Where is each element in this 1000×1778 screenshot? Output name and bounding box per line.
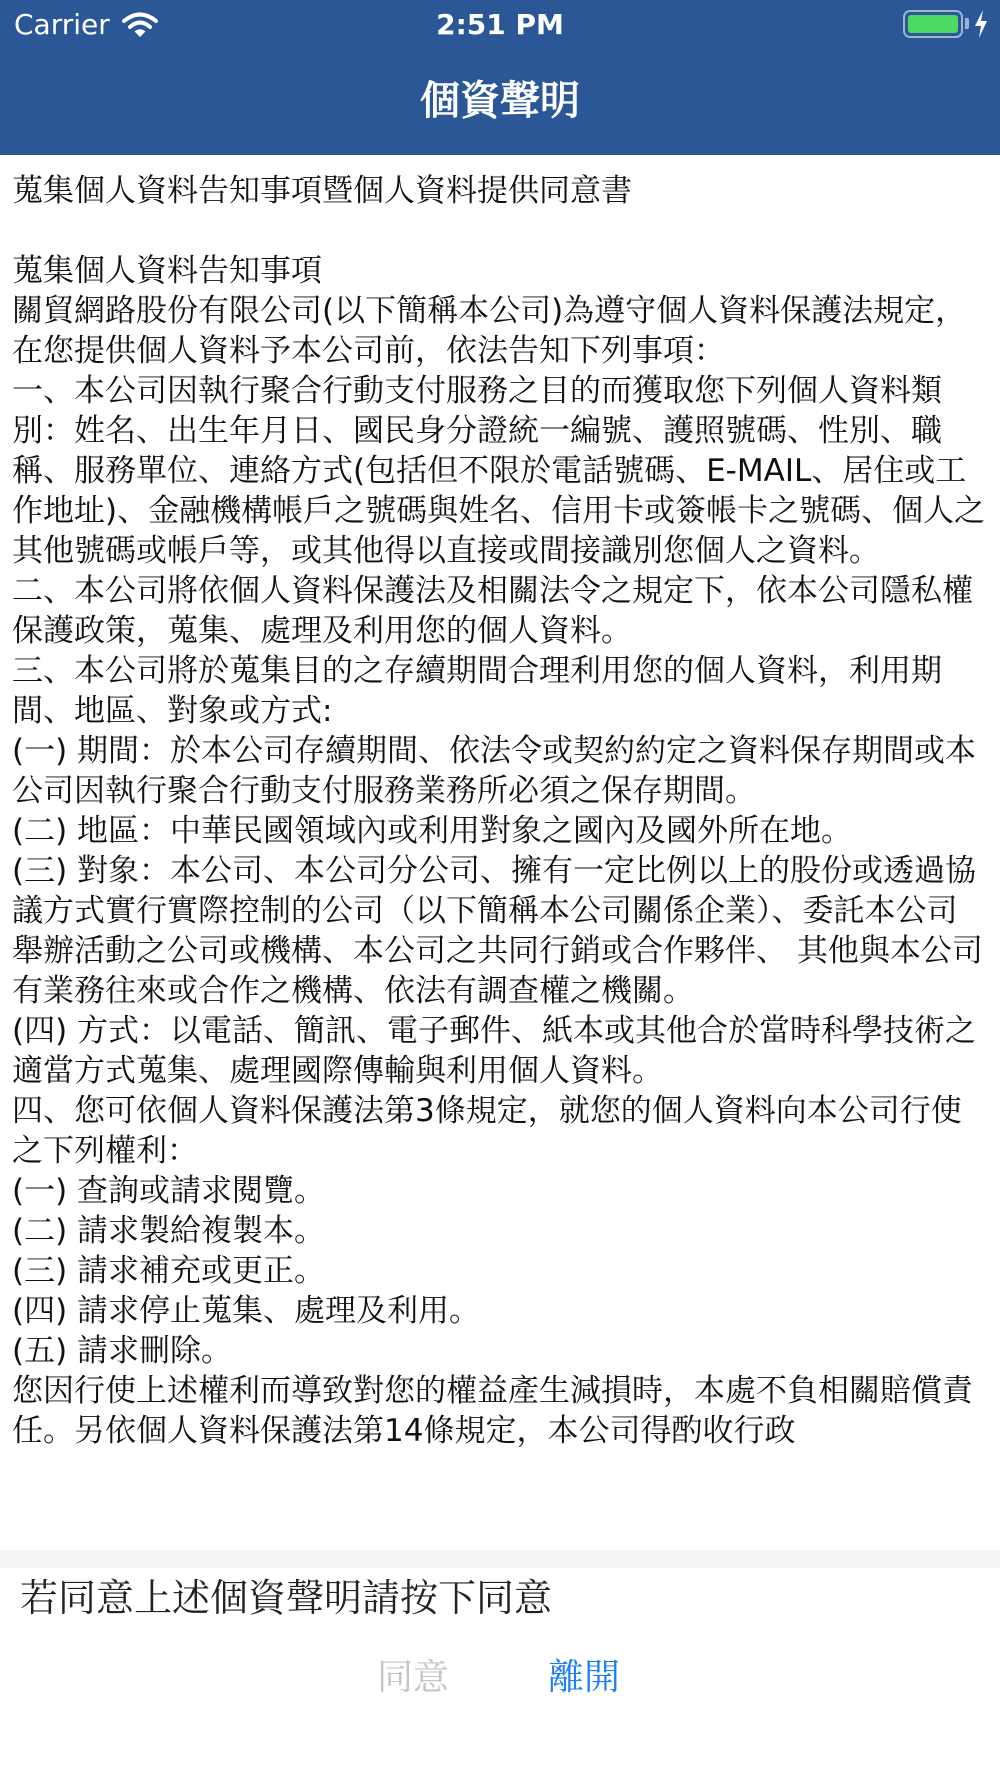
navigation-header — [0, 0, 1000, 155]
battery-level-fill — [908, 15, 958, 33]
battery-icon — [903, 10, 963, 38]
status-bar — [0, 0, 1000, 50]
leave-button[interactable]: 離開 — [504, 1648, 664, 1708]
consent-prompt: 若同意上述個資聲明請按下同意 — [20, 1576, 553, 1620]
section-divider — [0, 1550, 1000, 1568]
consent-panel — [0, 1568, 1000, 1778]
carrier-label: Carrier — [14, 8, 110, 41]
agree-button[interactable]: 同意 — [333, 1648, 493, 1708]
clock-time: 2:51 PM — [436, 8, 564, 41]
battery-tip — [965, 18, 969, 29]
page-title: 個資聲明 — [420, 78, 580, 124]
charging-icon — [972, 9, 990, 39]
privacy-notice-text: 蒐集個人資料告知事項暨個人資料提供同意書 蒐集個人資料告知事項 關貿網路股份有限公司(以下簡稱本公司)為遵守個人資料保護法規定，在您提供個人資料予本公司前，依法告知下列事項： 一、本公司因執行聚合行動支付服務之目的而獲取您下列個人資料類別：姓名、出生年月日、國民身分證統一編號、護照號碼、性別、職稱、服務單位、連絡方式(包括但不限於電話號碼、E-MAIL、居住或工作地址)、金融機構帳戶之號碼與姓名、信用卡或簽帳卡之號碼、個人之其他號碼或帳戶等，或其他得以直接或間接識別您個人之資料。 二、本公司將依個人資料保護法及相關法令之規定下，依本公司隱私權保護政策，蒐集、處理及利用您的個人資料。 三、本公司將於蒐集目的之存續期間合理利用您的個人資料，利用期間、地區、對象或方式: (一) 期間：於本公司存續期間、依法令或契約約定之資料保存期間或本公司因執行聚合行動支付服務業務所必須之保存期間。 (二) 地區：中華民國領域內或利用對象之國內及國外所在地。 (三) 對象：本公司、本公司分公司、擁有一定比例以上的股份或透過協議方式實行實際控制的公司（以下簡稱本公司關係企業）、委託本公司舉辦活動之公司或機構、本公司之共同行銷或合作夥伴、 其他與本公司有業務往來或合作之機構、依法有調查權之機關。 (四) 方式：以電話、簡訊、電子郵件、紙本或其他合於當時科學技術之適當方式蒐集、處理國際傳輸與利用個人資料。 四、您可依個人資料保護法第3條規定，就您的個人資料向本公司行使之下列權利： (一) 查詢或請求閱覽。 (二) 請求製給複製本。 (三) 請求補充或更正。 (四) 請求停止蒐集、處理及利用。 (五) 請求刪除。 您因行使上述權利而導致對您的權益產生減損時，本處不負相關賠償責任。另依個人資料保護法第14條規定，本公司得酌收行政 — [12, 173, 986, 1449]
privacy-notice-scroll-area[interactable] — [0, 155, 1000, 1550]
